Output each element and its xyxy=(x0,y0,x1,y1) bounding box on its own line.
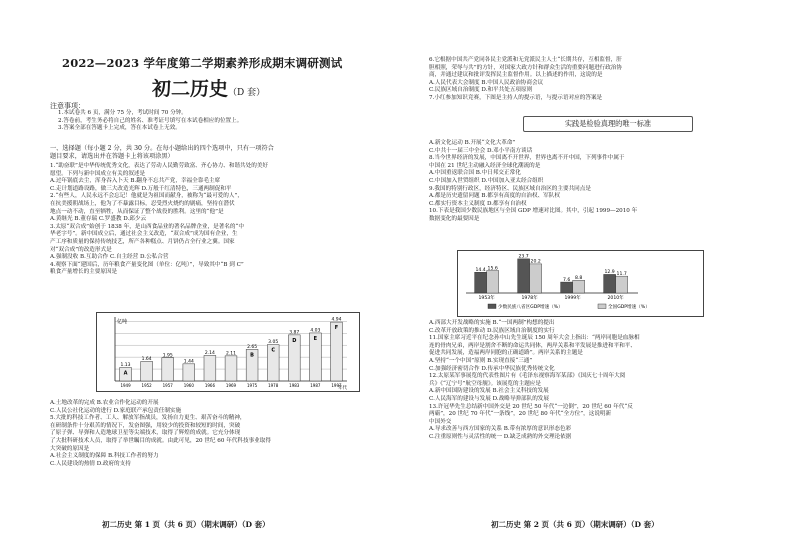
bar xyxy=(475,272,487,293)
text-line: A.社会主义制度的保障 B.科技工作者的努力 xyxy=(50,453,159,460)
tick-label: 1969 xyxy=(225,383,237,388)
gdp-chart xyxy=(457,250,704,317)
y-axis-label: 亿吨 xyxy=(117,319,128,325)
data-label: 1.13 xyxy=(120,363,131,369)
text-line: C.注重原则性与灵活性的统一 D.缺乏成熟的外交理论依据 xyxy=(429,433,572,440)
text-line: 数据变化的最要因是 xyxy=(429,215,480,222)
data-label: 20.2 xyxy=(530,259,541,265)
bar xyxy=(204,355,216,381)
tick-label: 1949 xyxy=(120,383,131,388)
footer-left: 初二历史 第 1 页（共 6 页）（期末调研）（D 套） xyxy=(102,520,270,529)
tick-label: 2010年 xyxy=(607,296,624,301)
right-page xyxy=(397,0,794,550)
tick-label: 1978 xyxy=(268,383,279,388)
text-line: A.过年锅底去尘，浑身吞入卜天 B.翻身不忘共产党，幸福全靠毛主席 xyxy=(50,178,221,185)
tick-label: 1966 xyxy=(204,383,216,388)
bar xyxy=(616,276,628,293)
legend-label: 少数民族八省区GDP增速（%） xyxy=(498,305,563,310)
text-line: 了大批科研技术人员，取得了举世瞩目的成就。由此可见，20 世纪 60 年代科技事业取得 xyxy=(50,437,271,444)
questions-6-7 xyxy=(429,57,622,103)
text-line: 两霸”，20 世纪 70 年代“一条线”，20 世纪 80 年代“全方位”，这说明新 xyxy=(429,411,612,418)
text-line: 7.小红参加知识竞赛，下图是主持人的提示语，与提示语对应的答案是 xyxy=(429,94,603,101)
text-line: A.新中国国防建设的发展 B.社会主义科技的发展 xyxy=(429,388,549,395)
data-label: 4.03 xyxy=(310,328,321,334)
data-label: 7.6 xyxy=(562,277,571,283)
data-label: 2.11 xyxy=(225,351,237,357)
text-line: C.人民公社化运动的进行 D.家庭联产承包责任制实施 xyxy=(50,407,182,414)
tick-label: 1997 xyxy=(331,383,342,388)
tick-label: 1957 xyxy=(162,383,173,388)
legend-swatch xyxy=(488,304,496,309)
data-label: 11.7 xyxy=(616,271,627,277)
text-line: 地点一动不动，直至牺牲，从而保证了整个战役的胜利。这里的“他”是 xyxy=(50,208,224,215)
notice-list xyxy=(58,110,242,133)
data-label: 23.7 xyxy=(518,254,529,260)
text-line: A.土地改革的完成 B.农业合作化运动的开展 xyxy=(50,400,159,406)
questions-1-4 xyxy=(50,163,268,277)
bar xyxy=(604,274,616,293)
data-label: 1.95 xyxy=(162,353,173,359)
section-heading xyxy=(50,145,274,161)
text-line: C.人民海军的建设与发展 D.战略导弹部队的发展 xyxy=(429,395,549,402)
data-label: 12.9 xyxy=(604,270,615,276)
text-line: A.中国重返联合国 B.中日邦交正常化 xyxy=(429,170,521,177)
tick-label: 1960 xyxy=(183,383,194,388)
bar xyxy=(573,280,585,293)
exam-title: 2022—2023 学年度第二学期素养形成期末调研测试 xyxy=(62,56,343,70)
text-line: A.人民代表大会制度 B.中国人民政治协商会议 xyxy=(429,79,544,86)
text-line: 兵》《“辽宁号”航空母舰》。该展览的主题应是 xyxy=(429,380,541,387)
footer-right: 初二历史 第 2 页（共 6 页）（期末调研）（D 套） xyxy=(491,520,659,529)
data-label: 3.87 xyxy=(289,330,300,336)
hint-box: 实践是检验真理的唯一标准 xyxy=(523,116,693,132)
text-line: 对“双合成”的改造形式是 xyxy=(50,246,112,253)
text-line: 愿望。下列与新中国成立有关的叙述是 xyxy=(50,170,146,177)
bar xyxy=(141,361,153,381)
text-line: 中国在 21 世纪主动融入经济全球化潮流的是 xyxy=(429,162,541,169)
text-line: A.导求改善与西方国家的关系 B.带有浓厚的意识形态色彩 xyxy=(429,426,572,433)
legend-swatch xyxy=(598,304,606,309)
questions-4-5 xyxy=(50,400,271,468)
text-line: C.走计划道路设路，做三大改造光辉 D.万般千红清特色，三通两制促和平 xyxy=(50,185,232,192)
point-label: F xyxy=(334,325,339,332)
notice-item: 1.本试卷共 6 页，满分 75 分，考试时间 70 分钟。 xyxy=(58,110,187,116)
text-line: C.都实行资本主义制度 D.都享有自治权 xyxy=(429,200,527,207)
point-label: C xyxy=(271,347,276,354)
text-line: C.改革开放政策的推动 D.民族区域自治制度的实行 xyxy=(429,327,555,334)
bar xyxy=(183,364,195,381)
subject-name: 初二历史 xyxy=(152,78,229,100)
questions-10-13 xyxy=(429,320,640,442)
text-line: C.中国加入世贸组织 D.中国加入亚太经合组织 xyxy=(429,177,544,184)
text-line: 10.下表是我国少数民族地区与全国 GDP 增速对比图。其中，引起 1999—2010 年 xyxy=(429,208,638,215)
text-line: 2.“有些人，人民永远不会忘记！他就是为祖国而献身，被称为“最可爱的人”， xyxy=(50,193,243,200)
text-line: 中国外交 xyxy=(429,418,452,425)
point-label: D xyxy=(292,337,297,344)
notice-heading: 注意事项： xyxy=(50,102,85,110)
text-line: 11.国家主席习近平在纪念孙中山先生诞辰 150 周年大会上指出：“两岸同胞是血脉相 xyxy=(429,335,640,342)
text-line: 在研制条件十分艰苦的情况下，发奋图强，用较少的投资和较短的时间，突破 xyxy=(50,422,241,429)
text-line: C.民族区域自治制度 D.和平共处五项原则 xyxy=(429,87,533,94)
text-line: A.都是历史遗留问题 B.都享有高度的自治权、军队权 xyxy=(429,193,560,200)
data-label: 3.05 xyxy=(268,340,279,346)
tick-label: 1983 xyxy=(289,383,300,388)
text-line: 6.它根据中国共产党同各民主党派和无党派民主人士“长期共存，互相监督，肝 xyxy=(429,57,622,63)
text-line: 了原子弹、导弹和人造地球卫星等尖端技术，取得了辉煌的成就。它充分体现 xyxy=(50,430,241,437)
text-line: 华老字号”。新中国成立后，通过社会主义改造，“双合成”成为国有企业，生 xyxy=(50,231,238,238)
tick-label: 1987 xyxy=(310,383,321,388)
section-heading-line2: 题目要求，请选出并在答题卡上将该项涂黑） xyxy=(50,153,174,161)
text-line: 产工序和质量的保持传统技艺，所产各种糕点、月饼仍占全行业之翼。国家 xyxy=(50,238,235,245)
notice-item: 2.答卷前，考生务必将自己的姓名、准考证号填写在本试卷相应的位置上。 xyxy=(58,117,243,124)
data-label: 2.65 xyxy=(247,344,258,350)
text-line: A.新文化运动 B.开展“文化大革命” xyxy=(429,140,516,146)
questions-7-10 xyxy=(429,140,637,224)
text-line: 在抗美援朝战场上，他为了不暴露目标，忍受烈火烧灼的剧痛，坚持在潜伏 xyxy=(50,200,235,207)
text-line: C.人民建设的热情 D.政府的支持 xyxy=(50,460,131,467)
text-line: 大突破的原因是 xyxy=(50,445,90,452)
text-line: A.坚持“一个中国”原则 B.实现直接“三通” xyxy=(429,357,533,364)
data-label: 8.8 xyxy=(575,276,583,282)
text-line: C.加强经济密切合作 D.传承中华民族优秀传统文化 xyxy=(429,365,555,372)
gdp-chart-svg xyxy=(458,251,703,316)
text-line: 12.太原某军事展览的代表性图片有《毛泽东视察海军某部》《国庆七十周年大阅 xyxy=(429,373,626,380)
bar xyxy=(518,259,530,293)
text-line: 9.我国的特别行政区，经济特区、民族区域自治区的主要共同点是 xyxy=(429,185,591,192)
text-line: A.西部大开发战略的实施 B.“一国两制”构想的提出 xyxy=(429,320,555,326)
text-line: 促进共同发展，造福两岸同胞的正确道路”。两岸关系的主题是 xyxy=(429,350,583,357)
text-line: 连的骨肉兄弟，两岸是割舍不断的命运共同体，两岸关系和平发展是推进和平和平、 xyxy=(429,342,636,349)
bar xyxy=(162,358,174,381)
text-line: 1.“助奋联”是中华传统优秀文化，表达了劳动人民勤劳致富、齐心协力、和谐共处的美好 xyxy=(50,163,269,169)
point-label: B xyxy=(250,352,254,359)
bar xyxy=(487,271,499,293)
set-label: （D 套） xyxy=(228,88,266,98)
grain-chart xyxy=(96,312,360,392)
tick-label: 1953年 xyxy=(478,296,495,301)
grain-chart-svg xyxy=(97,313,359,391)
text-line: 3.太原“双合成”始创于 1838 年，是山西食品业的著名品牌企业，是著名的“中 xyxy=(50,223,244,230)
text-line: 商，并通过建议和批评发挥民主监督作用。以上描述的作用，这说的是 xyxy=(429,72,603,79)
tick-label: 1952 xyxy=(141,383,152,388)
data-label: 14.4 xyxy=(475,268,486,274)
bar xyxy=(561,282,573,293)
point-label: A xyxy=(123,370,128,377)
text-line: 4.观察下面“建国后，历年粮食产量变化图（单位：亿吨）”，导致其中“B 到 C” xyxy=(50,261,244,268)
notice-item: 3.答案全部在答题卡上完成，答在本试卷上无效。 xyxy=(58,125,181,132)
data-label: 1.64 xyxy=(141,356,152,362)
text-line: A.黄继光 B.董存瑞 C.罗盛教 D.邱少云 xyxy=(50,216,147,223)
tick-label: 1999年 xyxy=(564,296,581,301)
section-heading-line1: 一、选择题（每小题 2 分，共 30 分。在每小题给出的四个选项中，只有一项符合 xyxy=(50,145,274,152)
text-line: A.强制没收 B.互助合作 C.自主经营 D.公私合营 xyxy=(50,254,169,261)
data-label: 15.6 xyxy=(487,266,498,272)
tick-label: 1978年 xyxy=(521,296,538,301)
x-axis-label: 年代 xyxy=(338,386,347,391)
subject-title xyxy=(152,74,265,101)
text-line: C.中共十一届三中全会 D.邓小平南方谈话 xyxy=(429,147,533,154)
point-label: E xyxy=(313,335,318,342)
legend-label: 全国GDP增速（%） xyxy=(608,305,650,310)
text-line: 13.许冠华先生总结新中国外交是 20 世纪 50 年代“一边倒”，20 世纪 60 年代“反 xyxy=(429,403,633,410)
text-line: 粮食产量增长的主要原因是 xyxy=(50,269,118,276)
text-line: 8.当今世界经济的发展，中国离不开世界，世界也离不开中国，下列事件中属于 xyxy=(429,155,625,162)
data-label: 4.94 xyxy=(331,317,342,323)
text-line: 胆相照，荣辱与共”的方针，对国家大政方针和群众生活的重要问题进行政治协 xyxy=(429,64,623,71)
data-label: 2.14 xyxy=(204,350,215,356)
tick-label: 1975 xyxy=(246,383,258,388)
data-label: 1.44 xyxy=(183,359,194,365)
bar xyxy=(225,356,237,381)
bar xyxy=(530,264,542,293)
text-line: 5.大批的科技工作者、工人、解放军指战员，发扬自力更生、艰苦奋斗的精神， xyxy=(50,415,246,422)
